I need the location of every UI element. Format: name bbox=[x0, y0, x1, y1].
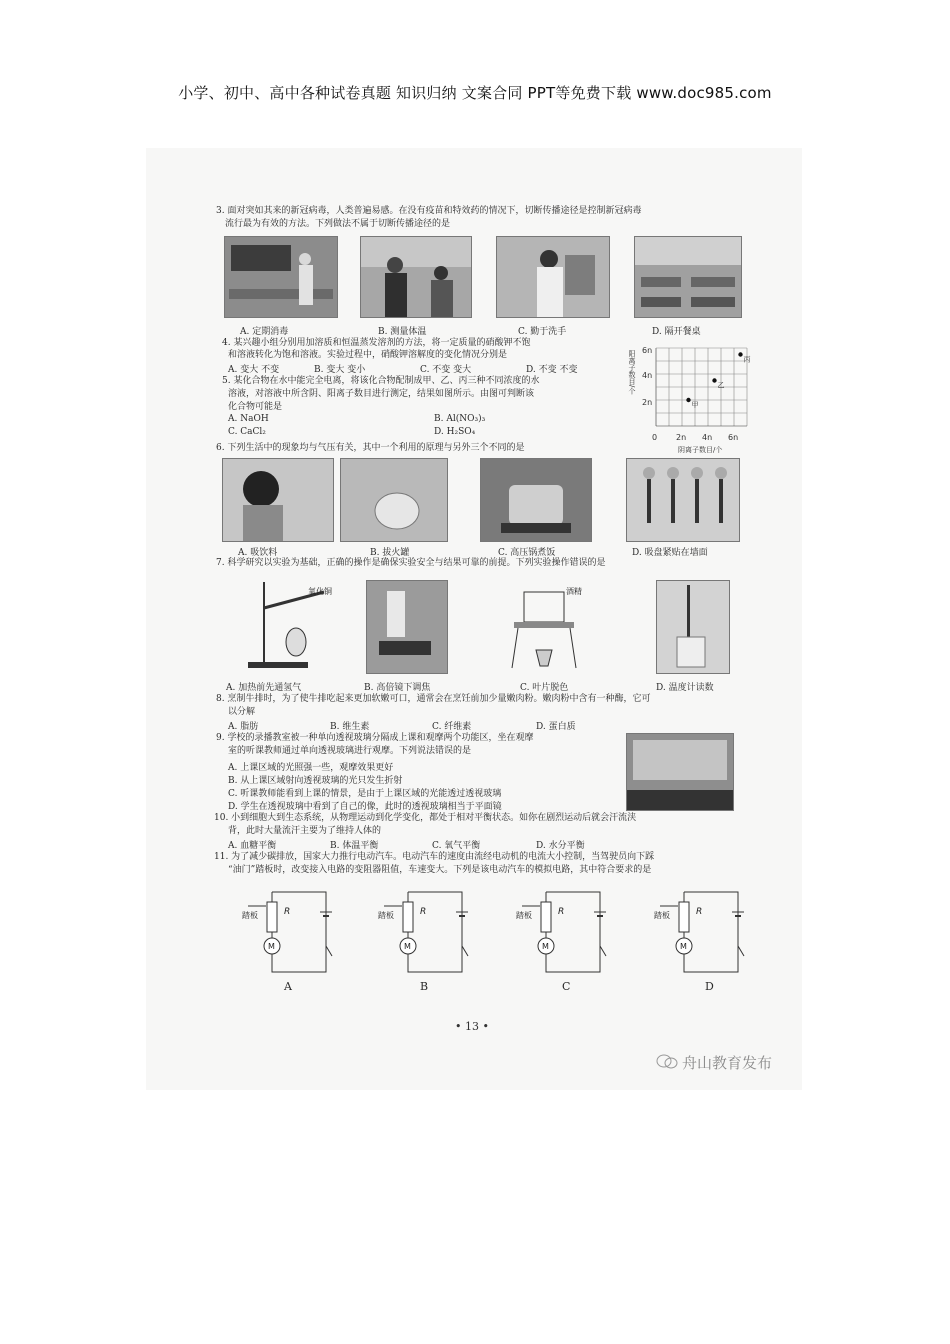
q8-line2: 以分解 bbox=[228, 707, 256, 717]
label-pedal: 踏板 bbox=[378, 911, 394, 920]
q9-option-c: C. 听课教师能看到上课的情景，是由于上课区域的光能透过透视玻璃 bbox=[228, 789, 502, 799]
q11-line2: “油门”踏板时，改变接入电路的变阻器阻值，车速变大。下列是该电动汽车的模拟电路，其中符合要求的是 bbox=[228, 865, 652, 875]
q5-option-c: C. CaCl₂ bbox=[228, 427, 266, 437]
switch bbox=[738, 946, 744, 956]
label-M: M bbox=[680, 942, 687, 951]
alcohol-label: 酒精 bbox=[566, 587, 582, 596]
q11-circuits bbox=[226, 884, 756, 994]
q6-photo-d bbox=[626, 458, 740, 542]
q10-option-b: B. 体温平衡 bbox=[330, 841, 379, 851]
circuit-A bbox=[242, 892, 332, 972]
q3-photo-a bbox=[224, 236, 338, 318]
tick-x-4n: 4n bbox=[702, 433, 713, 442]
q7-option-c: C. 叶片脱色 bbox=[520, 683, 569, 693]
q6-line1: 6. 下列生活中的现象均与气压有关，其中一个利用的原理与另外三个不同的是 bbox=[216, 443, 525, 453]
point-乙 bbox=[712, 378, 716, 382]
switch bbox=[326, 946, 332, 956]
point-label-丙: 丙 bbox=[743, 355, 751, 364]
drinking-image bbox=[223, 459, 333, 541]
q9-line2: 室的听课教师通过单向透视玻璃进行观摩。下列说法错误的是 bbox=[228, 746, 472, 756]
tick-y-6n: 6n bbox=[642, 346, 653, 355]
q7-figure-a bbox=[224, 578, 344, 672]
point-label-甲: 甲 bbox=[691, 401, 699, 409]
label-M: M bbox=[404, 942, 411, 951]
disinfect-image bbox=[225, 237, 337, 317]
copper-oxide-label: 氧化铜 bbox=[308, 587, 332, 596]
q4-option-a: A. 变大 不变 bbox=[228, 365, 280, 375]
circuit-B bbox=[378, 892, 468, 972]
q7-option-b: B. 高倍镜下调焦 bbox=[364, 683, 431, 693]
label-pedal: 踏板 bbox=[242, 911, 258, 920]
watermark-text: 舟山教育发布 bbox=[682, 1054, 773, 1072]
q10-line1: 10. 小到细胞大到生态系统，从物理运动到化学变化，都处于相对平衡状态。如你在剧烈运动后就会汗流浃 bbox=[214, 813, 637, 823]
q9-option-b: B. 从上课区域射向透视玻璃的光只发生折射 bbox=[228, 776, 403, 786]
q7-option-d: D. 温度计读数 bbox=[656, 683, 714, 693]
q4-option-b: B. 变大 变小 bbox=[314, 365, 366, 375]
rheostat bbox=[267, 902, 277, 932]
q10-option-c: C. 氧气平衡 bbox=[432, 841, 481, 851]
label-pedal: 踏板 bbox=[516, 911, 532, 920]
q10-option-d: D. 水分平衡 bbox=[536, 841, 585, 851]
q8-option-c: C. 纤维素 bbox=[432, 722, 472, 732]
q5-option-a: A. NaOH bbox=[228, 414, 269, 424]
q9-option-d: D. 学生在透视玻璃中看到了自己的像，此时的透视玻璃相当于平面镜 bbox=[228, 802, 502, 812]
q4-line2: 和溶液转化为饱和溶液。实验过程中，硝酸钾溶解度的变化情况分别是 bbox=[228, 350, 508, 360]
point-甲 bbox=[686, 398, 690, 402]
pressure-cooker-image bbox=[481, 459, 591, 541]
hand-washing-image bbox=[497, 237, 609, 317]
q6-photo-a bbox=[222, 458, 334, 542]
q5-line1: 5. 某化合物在水中能完全电离，将该化合物配制成甲、乙、丙三种不同浓度的水 bbox=[222, 376, 540, 386]
q7-photo-b bbox=[366, 580, 448, 674]
label-R: R bbox=[696, 907, 703, 917]
q5-line3: 化合物可能是 bbox=[228, 402, 283, 412]
q11-option-c: C bbox=[562, 980, 571, 993]
rheostat bbox=[403, 902, 413, 932]
chart-ylabel: 阳离子数目/个 bbox=[628, 350, 636, 395]
q5-option-b: B. Al(NO₃)₃ bbox=[434, 414, 486, 424]
ion-count-chart bbox=[626, 336, 756, 454]
page-number: • 13 • bbox=[455, 1020, 489, 1033]
thermometer-reading-image bbox=[657, 581, 729, 673]
q4-option-c: C. 不变 变大 bbox=[420, 365, 472, 375]
point-label-乙: 乙 bbox=[717, 381, 725, 390]
point-丙 bbox=[738, 352, 742, 356]
chart-grid bbox=[656, 348, 747, 426]
q11-line1: 11. 为了减少碳排放，国家大力推行电动汽车。电动汽车的速度由流经电动机的电流大小控制，当驾驶员向下踩 bbox=[214, 852, 655, 862]
q4-line1: 4. 某兴趣小组分别用加溶质和恒温蒸发溶剂的方法，将一定质量的硝酸钾不饱 bbox=[222, 338, 531, 348]
q6-option-c: C. 高压锅煮饭 bbox=[498, 548, 556, 558]
q9-option-a: A. 上课区域的光照强一些，观摩效果更好 bbox=[228, 763, 394, 773]
q8-option-d: D. 蛋白质 bbox=[536, 722, 576, 732]
q6-photo-c bbox=[480, 458, 592, 542]
q3-photo-b bbox=[360, 236, 472, 318]
label-M: M bbox=[542, 942, 549, 951]
wechat-icon bbox=[656, 1053, 678, 1073]
q5-option-d: D. H₂SO₄ bbox=[434, 427, 476, 437]
tick-x-2n: 2n bbox=[676, 433, 687, 442]
q8-option-a: A. 脂肪 bbox=[228, 722, 259, 732]
q3-option-a: A. 定期消毒 bbox=[240, 327, 289, 337]
q8-line1: 8. 烹制牛排时，为了使牛排吃起来更加软嫩可口，通常会在烹饪前加少量嫩肉粉。嫩肉粉中含有一种酶，它可 bbox=[216, 694, 651, 704]
chart-xlabel: 阴离子数目/个 bbox=[678, 446, 723, 454]
q8-option-b: B. 维生素 bbox=[330, 722, 370, 732]
label-M: M bbox=[268, 942, 275, 951]
q9-photo bbox=[626, 733, 734, 811]
q11-option-b: B bbox=[420, 980, 429, 993]
q10-line2: 背，此时大量流汗主要为了维持人体的 bbox=[228, 826, 382, 836]
label-R: R bbox=[420, 907, 427, 917]
suction-hooks-image bbox=[627, 459, 739, 541]
circuit-C bbox=[516, 892, 606, 972]
q7-figure-c bbox=[504, 580, 594, 672]
switch bbox=[462, 946, 468, 956]
q7-option-a: A. 加热前先通氢气 bbox=[226, 683, 302, 693]
q3-photo-c bbox=[496, 236, 610, 318]
temperature-check-image bbox=[361, 237, 471, 317]
tick-y-4n: 4n bbox=[642, 371, 653, 380]
microscope-image bbox=[367, 581, 447, 673]
watermark bbox=[656, 1052, 772, 1073]
q7-photo-d bbox=[656, 580, 730, 674]
q6-option-a: A. 吸饮料 bbox=[238, 548, 278, 558]
cupping-image bbox=[341, 459, 447, 541]
rheostat bbox=[679, 902, 689, 932]
tick-x-6n: 6n bbox=[728, 433, 739, 442]
q11-option-d: D bbox=[705, 980, 714, 993]
label-R: R bbox=[558, 907, 565, 917]
label-R: R bbox=[284, 907, 291, 917]
label-pedal: 踏板 bbox=[654, 911, 670, 920]
q5-line2: 溶液，对溶液中所含阴、阳离子数目进行测定，结果如图所示。由图可判断该 bbox=[228, 389, 535, 399]
separated-tables-image bbox=[635, 237, 741, 317]
classroom-observation-image bbox=[627, 734, 733, 810]
q3-photo-d bbox=[634, 236, 742, 318]
q4-option-d: D. 不变 不变 bbox=[526, 365, 578, 375]
page-header: 小学、初中、高中各种试卷真题 知识归纳 文案合同 PPT等免费下载 www.doc985.com bbox=[178, 84, 772, 102]
q9-line1: 9. 学校的录播教室被一种单向透视玻璃分隔成上课和观摩两个功能区，坐在观摩 bbox=[216, 733, 534, 743]
switch bbox=[600, 946, 606, 956]
q6-photo-b bbox=[340, 458, 448, 542]
rheostat bbox=[541, 902, 551, 932]
q3-line1: 3. 面对突如其来的新冠病毒，人类普遍易感。在没有疫苗和特效药的情况下，切断传播途径是控制新冠病毒 bbox=[216, 206, 642, 216]
q7-line1: 7. 科学研究以实验为基础，正确的操作是确保实验安全与结果可靠的前提。下列实验操作错误的是 bbox=[216, 558, 606, 568]
circuit-D bbox=[654, 892, 744, 972]
tick-x-0: 0 bbox=[652, 433, 658, 442]
q6-option-b: B. 拔火罐 bbox=[370, 548, 410, 558]
q10-option-a: A. 血糖平衡 bbox=[228, 841, 277, 851]
q3-option-d: D. 隔开餐桌 bbox=[652, 327, 701, 337]
q3-option-c: C. 勤于洗手 bbox=[518, 327, 567, 337]
q6-option-d: D. 吸盘紧贴在墙面 bbox=[632, 548, 708, 558]
q11-option-a: A bbox=[284, 980, 292, 993]
q3-option-b: B. 测量体温 bbox=[378, 327, 427, 337]
q3-line2: 流行最为有效的方法。下列做法不属于切断传播途径的是 bbox=[225, 219, 451, 229]
tick-y-2n: 2n bbox=[642, 398, 653, 407]
